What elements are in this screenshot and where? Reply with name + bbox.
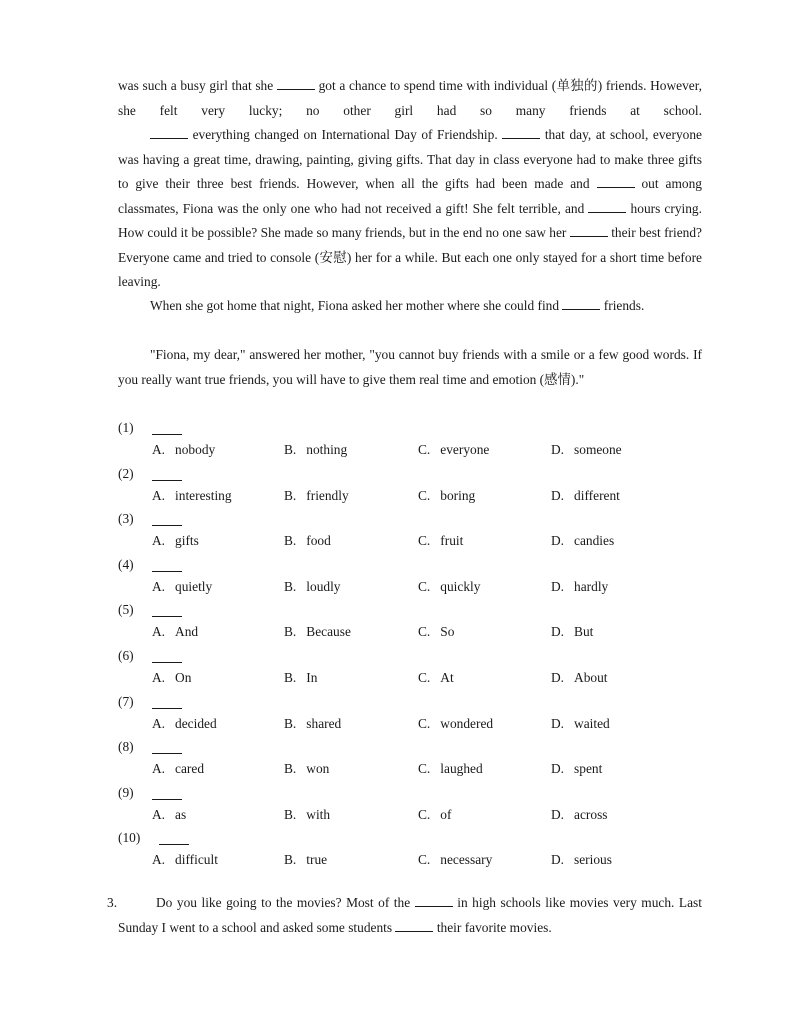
passage-text: their favorite movies. bbox=[436, 919, 552, 935]
option-text: serious bbox=[574, 852, 612, 868]
passage-paragraph-3 bbox=[118, 294, 702, 319]
option-letter: D. bbox=[551, 487, 565, 503]
option-text: But bbox=[574, 624, 594, 640]
answer-blank-9[interactable] bbox=[570, 222, 608, 237]
option-text: won bbox=[306, 761, 330, 777]
answer-option[interactable] bbox=[551, 531, 614, 551]
question-number: (3) bbox=[118, 511, 134, 527]
option-text: as bbox=[175, 806, 187, 822]
option-letter: A. bbox=[152, 670, 166, 685]
question-answer-blank[interactable] bbox=[159, 830, 189, 845]
option-letter: A. bbox=[152, 715, 166, 731]
question-answer-blank[interactable] bbox=[152, 466, 182, 481]
answer-blank-7[interactable] bbox=[597, 173, 635, 188]
option-letter: A. bbox=[152, 761, 166, 777]
option-text: candies bbox=[574, 533, 615, 549]
option-letter: A. bbox=[152, 487, 166, 503]
answer-option[interactable] bbox=[551, 850, 612, 870]
option-text: On bbox=[175, 670, 192, 685]
option-letter: C. bbox=[418, 852, 431, 868]
answer-option[interactable] bbox=[152, 714, 217, 734]
option-text: everyone bbox=[440, 442, 490, 457]
answer-option[interactable] bbox=[418, 759, 483, 779]
question-number: (8) bbox=[118, 739, 134, 755]
option-text: At bbox=[440, 670, 454, 685]
answer-option[interactable] bbox=[418, 577, 480, 597]
option-text: So bbox=[440, 624, 455, 640]
option-text: different bbox=[574, 487, 620, 503]
option-text: nothing bbox=[306, 442, 348, 457]
option-text: cared bbox=[175, 761, 205, 777]
passage-text: everything changed on International Day of Friendship. bbox=[192, 127, 498, 142]
option-text: of bbox=[440, 806, 452, 822]
option-letter: C. bbox=[418, 761, 431, 777]
option-letter: A. bbox=[152, 442, 166, 457]
option-text: gifts bbox=[175, 533, 199, 549]
option-letter: C. bbox=[418, 670, 431, 685]
option-text: friendly bbox=[306, 487, 349, 503]
question-answer-blank[interactable] bbox=[152, 785, 182, 800]
answer-option[interactable] bbox=[152, 486, 232, 506]
question-number: (7) bbox=[118, 693, 134, 709]
passage-text: hours crying. How could it be possible? She made so many friends, but in the end no one saw her bbox=[118, 200, 702, 240]
option-letter: C. bbox=[418, 624, 431, 640]
option-text: laughed bbox=[440, 761, 483, 777]
passage-paragraph-2 bbox=[118, 123, 702, 295]
question-number: (4) bbox=[118, 556, 134, 572]
option-letter: B. bbox=[284, 852, 297, 868]
option-letter: C. bbox=[418, 533, 431, 549]
question-number: (9) bbox=[118, 784, 134, 800]
passage-text: friends. However, she felt very lucky; no other girl had so many friends at school. bbox=[118, 78, 702, 118]
question-answer-blank[interactable] bbox=[152, 648, 182, 663]
option-text: spent bbox=[574, 761, 603, 777]
option-text: necessary bbox=[440, 852, 493, 868]
answer-option[interactable] bbox=[284, 486, 349, 506]
option-letter: D. bbox=[551, 578, 565, 594]
passage-text: When she got home that night, Fiona asked her mother where she could find bbox=[150, 298, 560, 313]
answer-blank-s3-1[interactable] bbox=[415, 892, 453, 907]
option-letter: B. bbox=[284, 578, 297, 594]
option-text: And bbox=[175, 624, 199, 640]
option-text: wondered bbox=[440, 715, 494, 731]
answer-option[interactable] bbox=[418, 850, 492, 870]
option-letter: C. bbox=[418, 487, 431, 503]
answer-option[interactable] bbox=[284, 622, 351, 642]
passage-paragraph-4 bbox=[118, 343, 702, 392]
option-letter: A. bbox=[152, 578, 166, 594]
answer-option[interactable] bbox=[284, 850, 327, 870]
option-letter: A. bbox=[152, 624, 166, 640]
passage-text: their best friend? Everyone came and tried to console (安慰) her for a while. But each one only stayed for a short time before leaving. bbox=[118, 225, 702, 289]
option-letter: C. bbox=[418, 715, 431, 731]
option-letter: B. bbox=[284, 806, 297, 822]
option-letter: B. bbox=[284, 670, 297, 685]
section-number: 3. bbox=[107, 895, 118, 910]
question-answer-blank[interactable] bbox=[152, 602, 182, 617]
option-letter: C. bbox=[418, 806, 431, 822]
option-text: In bbox=[306, 670, 318, 685]
answer-option[interactable] bbox=[418, 531, 463, 551]
answer-option[interactable] bbox=[418, 714, 493, 734]
option-text: interesting bbox=[175, 487, 232, 503]
answer-option[interactable] bbox=[418, 440, 489, 460]
answer-option[interactable] bbox=[284, 714, 341, 734]
answer-blank-5[interactable] bbox=[150, 124, 188, 139]
passage-text: got a chance to spend time with individual bbox=[318, 78, 549, 93]
answer-option[interactable] bbox=[284, 440, 347, 460]
option-letter: A. bbox=[152, 533, 166, 549]
passage-text: that day, at school, everyone was having a great time, drawing, painting, giving gifts. That day in class everyone had to make three gifts to give their three best friends. However, when all the gifts had been made and bbox=[118, 127, 702, 191]
answer-option[interactable] bbox=[418, 486, 475, 506]
option-text: quickly bbox=[440, 578, 481, 594]
option-letter: D. bbox=[551, 670, 565, 685]
option-text: hardly bbox=[574, 578, 609, 594]
option-text: quietly bbox=[175, 578, 213, 594]
option-letter: D. bbox=[551, 852, 565, 868]
answer-blank-1[interactable] bbox=[277, 75, 315, 90]
option-letter: D. bbox=[551, 442, 565, 457]
question-number: (1) bbox=[118, 420, 134, 435]
option-letter: D. bbox=[551, 533, 565, 549]
answer-option[interactable] bbox=[152, 440, 215, 460]
passage-text: Do you like going to the movies? Most of the bbox=[156, 895, 411, 910]
question-answer-blank[interactable] bbox=[152, 557, 182, 572]
option-text: true bbox=[306, 852, 328, 868]
answer-option[interactable] bbox=[551, 440, 622, 460]
answer-option[interactable] bbox=[284, 577, 341, 597]
answer-option[interactable] bbox=[152, 577, 212, 597]
answer-option[interactable] bbox=[152, 805, 186, 825]
option-letter: C. bbox=[418, 442, 431, 457]
answer-option[interactable] bbox=[551, 805, 608, 825]
option-letter: B. bbox=[284, 761, 297, 777]
answer-option[interactable] bbox=[418, 805, 451, 825]
answer-blank-6[interactable] bbox=[502, 124, 540, 139]
option-text: across bbox=[574, 806, 608, 822]
option-text: someone bbox=[574, 442, 622, 457]
option-letter: A. bbox=[152, 806, 166, 822]
answer-blank-8[interactable] bbox=[588, 198, 626, 213]
option-letter: B. bbox=[284, 442, 297, 457]
answer-blank-s3-2[interactable] bbox=[395, 917, 433, 932]
option-letter: B. bbox=[284, 624, 297, 640]
answer-option[interactable] bbox=[551, 668, 608, 688]
answer-option[interactable] bbox=[152, 850, 218, 870]
option-text: loudly bbox=[306, 578, 341, 594]
option-text: decided bbox=[175, 715, 217, 731]
passage-text: friends. bbox=[603, 298, 645, 313]
option-text: nobody bbox=[175, 442, 216, 457]
option-text: waited bbox=[574, 715, 610, 731]
passage-paragraph-1 bbox=[118, 74, 702, 123]
option-letter: D. bbox=[551, 624, 565, 640]
answer-option[interactable] bbox=[284, 805, 330, 825]
passage-text: was such a busy girl that she bbox=[118, 78, 274, 93]
option-text: About bbox=[574, 670, 608, 685]
option-letter: B. bbox=[284, 715, 297, 731]
question-number: (2) bbox=[118, 465, 134, 481]
answer-option[interactable] bbox=[152, 622, 198, 642]
question-number: (5) bbox=[118, 602, 134, 618]
answer-blank-10[interactable] bbox=[562, 295, 600, 310]
question-number: (6) bbox=[118, 648, 134, 663]
answer-option[interactable] bbox=[284, 759, 329, 779]
section-3-paragraph bbox=[118, 891, 702, 940]
answer-option[interactable] bbox=[551, 714, 610, 734]
passage-text: out among classmates, Fiona was the only one who had not received a gift! She felt terrible, and bbox=[118, 176, 702, 216]
answer-option[interactable] bbox=[284, 531, 331, 551]
option-text: shared bbox=[306, 715, 342, 731]
answer-option[interactable] bbox=[152, 759, 204, 779]
passage-text: in high schools like movies very much. Last Sunday I went to a school and asked some students bbox=[118, 895, 702, 935]
option-letter: D. bbox=[551, 715, 565, 731]
option-letter: C. bbox=[418, 578, 431, 594]
question-answer-blank[interactable] bbox=[152, 739, 182, 754]
answer-option[interactable] bbox=[551, 622, 593, 642]
gloss-text: (单独的) bbox=[551, 78, 603, 93]
question-answer-blank[interactable] bbox=[152, 694, 182, 709]
answer-option[interactable] bbox=[152, 668, 191, 688]
option-text: food bbox=[306, 533, 331, 549]
option-text: boring bbox=[440, 487, 476, 503]
option-letter: B. bbox=[284, 487, 297, 503]
option-text: difficult bbox=[175, 852, 218, 868]
question-answer-blank[interactable] bbox=[152, 420, 182, 435]
option-letter: D. bbox=[551, 806, 565, 822]
option-text: Because bbox=[306, 624, 351, 640]
passage-text: "Fiona, my dear," answered her mother, "you cannot buy friends with a smile or a few good words. If you really want true friends, you will have to give them real time and emotion (感情)." bbox=[118, 347, 702, 387]
answer-option[interactable] bbox=[152, 531, 199, 551]
answer-option[interactable] bbox=[284, 668, 317, 688]
option-letter: B. bbox=[284, 533, 297, 549]
answer-option[interactable] bbox=[551, 577, 608, 597]
answer-option[interactable] bbox=[418, 668, 454, 688]
question-answer-blank[interactable] bbox=[152, 511, 182, 526]
option-letter: D. bbox=[551, 761, 565, 777]
answer-option[interactable] bbox=[551, 486, 620, 506]
option-text: with bbox=[306, 806, 331, 822]
answer-option[interactable] bbox=[551, 759, 602, 779]
option-letter: A. bbox=[152, 852, 166, 868]
option-text: fruit bbox=[440, 533, 464, 549]
question-number: (10) bbox=[118, 830, 141, 846]
answer-option[interactable] bbox=[418, 622, 454, 642]
